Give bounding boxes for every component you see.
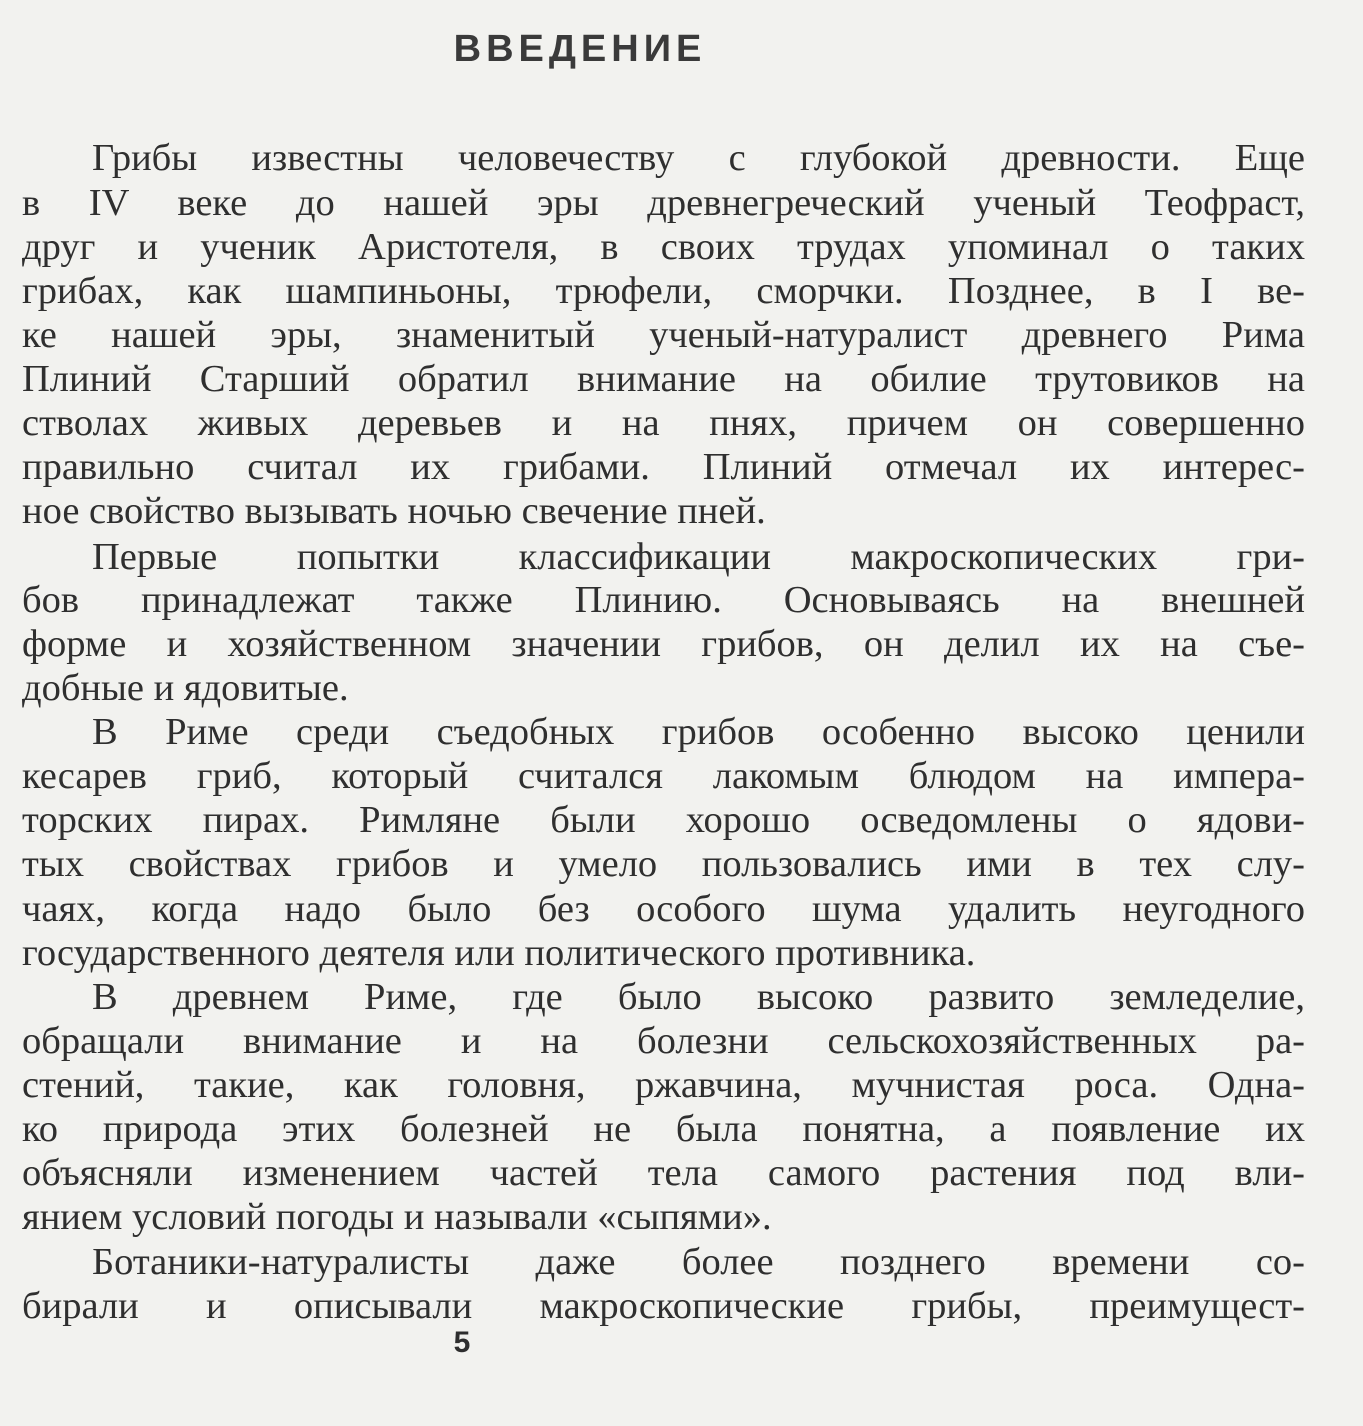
text-line: форме и хозяйственном значении грибов, он делил их на съе- [22,623,1305,665]
text-line: В древнем Риме, где было высоко развито земледелие, [92,976,1305,1018]
text-line: ное свойство вызывать ночью свечение пней. [22,490,766,532]
text-line: тых свойствах грибов и умело пользовались ими в тех слу- [22,843,1305,885]
text-line: янием условий погоды и называли «сыпями». [22,1196,772,1238]
text-line: добные и ядовитые. [22,667,349,709]
text-line: Грибы известны человечеству с глубокой древности. Еще [92,137,1305,179]
text-line: обращали внимание и на болезни сельскохозяйственных ра- [22,1020,1305,1062]
text-line: государственного деятеля или политического противника. [22,932,976,974]
text-line: стений, такие, как головня, ржавчина, мучнистая роса. Одна- [22,1064,1305,1106]
text-line: друг и ученик Аристотеля, в своих трудах упоминал о таких [22,226,1305,268]
text-line: правильно считал их грибами. Плиний отмечал их интерес- [22,446,1305,488]
text-line: Плиний Старший обратил внимание на обилие трутовиков на [22,358,1305,400]
text-line: бов принадлежат также Плинию. Основываясь на внешней [22,579,1305,621]
text-line: ке нашей эры, знаменитый ученый-натуралист древнего Рима [22,314,1305,356]
text-line: кесарев гриб, который считался лакомым блюдом на импера- [22,755,1305,797]
text-line: ко природа этих болезней не была понятна, а появление их [22,1108,1305,1150]
text-line: Первые попытки классификации макроскопических гри- [92,536,1305,578]
text-line: бирали и описывали макроскопические грибы, преимущест- [22,1285,1305,1327]
text-line: грибах, как шампиньоны, трюфели, сморчки. Позднее, в I ве- [22,270,1305,312]
text-line: В Риме среди съедобных грибов особенно высоко ценили [92,711,1305,753]
text-line: в IV веке до нашей эры древнегреческий ученый Теофраст, [22,182,1305,224]
chapter-heading: ВВЕДЕНИЕ [453,28,707,70]
page-number: 5 [453,1326,471,1359]
text-line: Ботаники-натуралисты даже более позднего времени со- [92,1241,1305,1283]
text-line: торских пирах. Римляне были хорошо осведомлены о ядови- [22,799,1305,841]
text-line: стволах живых деревьев и на пнях, причем он совершенно [22,402,1305,444]
text-line: объясняли изменением частей тела самого растения под вли- [22,1152,1305,1194]
text-line: чаях, когда надо было без особого шума удалить неугодного [22,888,1305,930]
